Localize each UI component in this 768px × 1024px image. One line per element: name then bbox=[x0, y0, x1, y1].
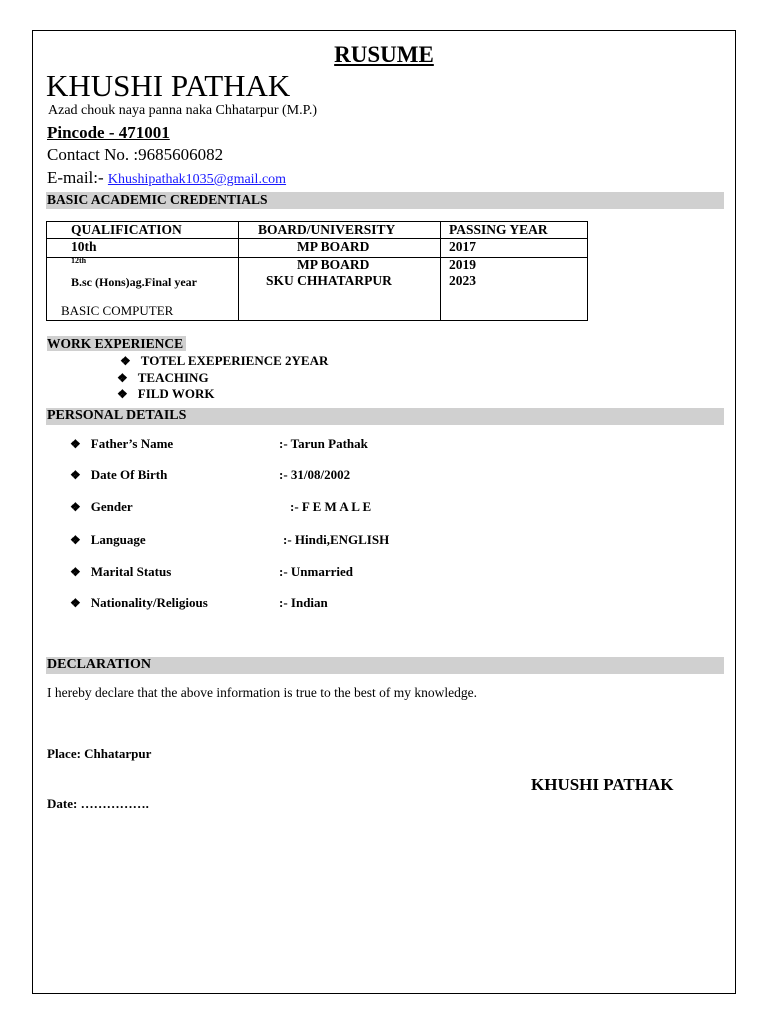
date: Date: ……………. bbox=[47, 796, 149, 811]
email-link[interactable]: Khushipathak1035@gmail.com bbox=[107, 172, 287, 187]
column-header: QUALIFICATION bbox=[71, 222, 182, 237]
email-label: E-mail:- bbox=[47, 168, 104, 187]
work-heading: WORK EXPERIENCE bbox=[47, 336, 186, 352]
detail-label: ❖ Date Of Birth bbox=[70, 467, 168, 482]
table-cell: BASIC COMPUTER bbox=[61, 303, 174, 318]
bullet-icon: ❖ bbox=[70, 596, 81, 610]
table-cell: MP BOARD bbox=[297, 239, 370, 254]
contact-number: Contact No. :9685606082 bbox=[47, 145, 224, 164]
table-cell: 2023 bbox=[449, 273, 476, 288]
table-cell: 10th bbox=[71, 239, 97, 254]
list-item: ❖ FILD WORK bbox=[117, 386, 215, 401]
detail-label: ❖ Father’s Name bbox=[70, 436, 174, 451]
document-title: RUSUME bbox=[334, 42, 434, 67]
detail-label: ❖ Language bbox=[70, 532, 146, 547]
table-cell: 12th bbox=[71, 256, 87, 265]
academic-heading: BASIC ACADEMIC CREDENTIALS bbox=[47, 192, 268, 207]
pincode: Pincode - 471001 bbox=[47, 123, 170, 142]
table-cell: MP BOARD bbox=[297, 257, 370, 272]
signature-name: KHUSHI PATHAK bbox=[531, 775, 674, 794]
table-cell: B.sc (Hons)ag.Final year bbox=[71, 275, 197, 289]
table-cell: 2017 bbox=[449, 239, 476, 254]
detail-value: :- F E M A L E bbox=[290, 499, 372, 514]
address: Azad chouk naya panna naka Chhatarpur (M.P.) bbox=[48, 103, 318, 118]
column-header: PASSING YEAR bbox=[449, 222, 548, 237]
column-header: BOARD/UNIVERSITY bbox=[258, 222, 396, 237]
detail-value: :- Unmarried bbox=[279, 564, 354, 579]
bullet-icon: ❖ bbox=[70, 468, 81, 482]
table-cell: SKU CHHATARPUR bbox=[266, 273, 392, 288]
declaration-text: I hereby declare that the above information is true to the best of my knowledge. bbox=[47, 685, 477, 700]
detail-value: :- Tarun Pathak bbox=[279, 436, 368, 451]
bullet-icon: ❖ bbox=[120, 354, 131, 368]
bullet-icon: ❖ bbox=[117, 371, 128, 385]
bullet-icon: ❖ bbox=[70, 437, 81, 451]
list-item: ❖ TOTEL EXEPERIENCE 2YEAR bbox=[120, 353, 329, 368]
detail-label: ❖ Marital Status bbox=[70, 564, 172, 579]
table-cell: 2019 bbox=[449, 257, 476, 272]
detail-value: :- Indian bbox=[279, 595, 328, 610]
table-divider bbox=[238, 222, 239, 320]
personal-heading: PERSONAL DETAILS bbox=[47, 408, 187, 423]
bullet-icon: ❖ bbox=[70, 565, 81, 579]
detail-value: :- 31/08/2002 bbox=[279, 467, 351, 482]
email-line bbox=[47, 168, 286, 188]
detail-label: ❖ Nationality/Religious bbox=[70, 595, 208, 610]
declaration-heading: DECLARATION bbox=[47, 657, 151, 672]
bullet-icon: ❖ bbox=[70, 500, 81, 514]
list-item: ❖ TEACHING bbox=[117, 370, 209, 385]
detail-value: :- Hindi,ENGLISH bbox=[283, 532, 390, 547]
table-divider bbox=[440, 222, 441, 320]
bullet-icon: ❖ bbox=[117, 387, 128, 401]
bullet-icon: ❖ bbox=[70, 533, 81, 547]
candidate-name: KHUSHI PATHAK bbox=[46, 68, 291, 103]
academic-table bbox=[46, 221, 588, 321]
detail-label: ❖ Gender bbox=[70, 499, 133, 514]
place: Place: Chhatarpur bbox=[47, 746, 152, 761]
